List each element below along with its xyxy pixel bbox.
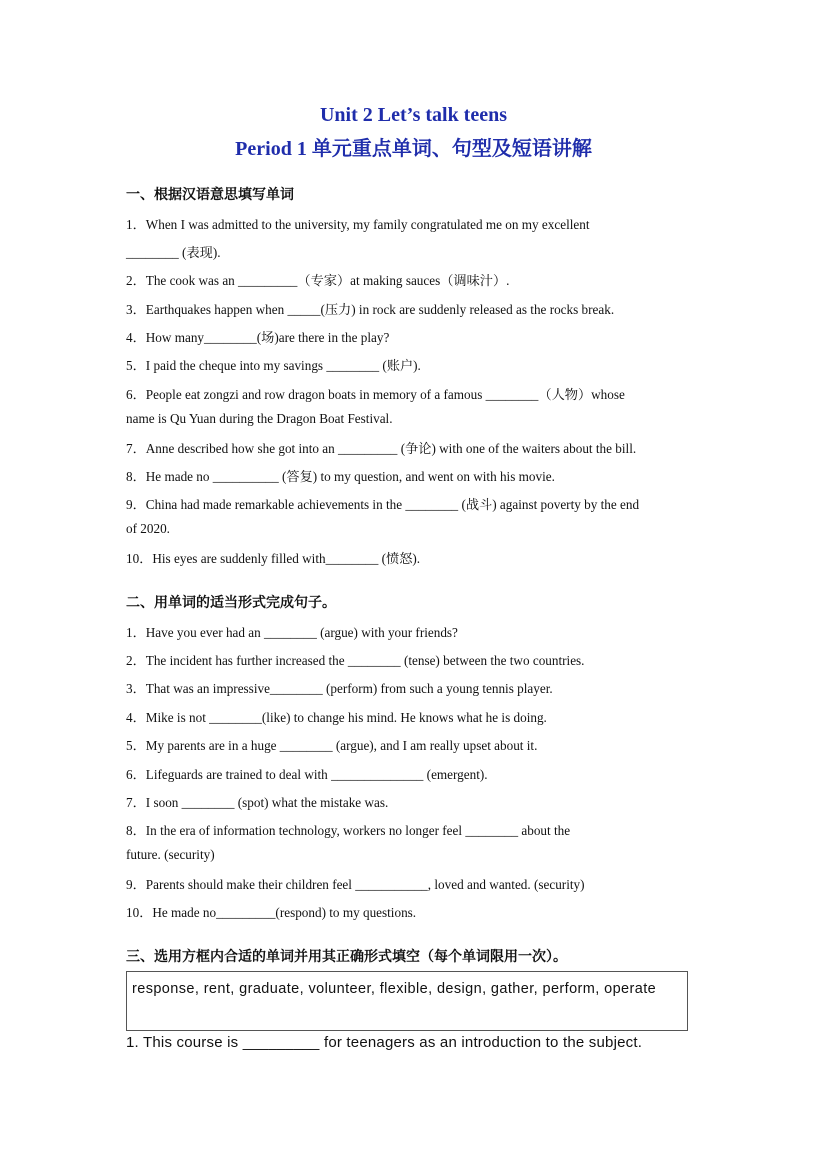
section-2-line: 3．That was an impressive________ (perform) from such a young tennis player. [126,681,553,696]
section-2-line: 2．The incident has further increased the ________ (tense) between the two countries. [126,653,585,668]
section-2-line: 5．My parents are in a huge ________ (argue), and I am really upset about it. [126,738,538,753]
section-1-line: ________ (表现). [126,245,221,260]
section-2-line: 6．Lifeguards are trained to deal with ______________ (emergent). [126,767,488,782]
section-1-line: 6．People eat zongzi and row dragon boats in memory of a famous ________（人物）whose [126,387,625,402]
section-1-line: 9．China had made remarkable achievements in the ________ (战斗) against poverty by the end [126,497,640,512]
section-2-line: 9．Parents should make their children feel ___________, loved and wanted. (security) [126,877,585,892]
section-2-heading: 二、用单词的适当形式完成句子。 [126,595,336,611]
section-1-line: 7．Anne described how she got into an _________ (争论) with one of the waiters about the bill. [126,441,637,456]
section-1-line: 10．His eyes are suddenly filled with________ (愤怒). [126,551,421,566]
section-1-line: 2．The cook was an _________（专家）at making sauces（调味汁）. [126,273,510,288]
section-1-line: of 2020. [126,521,170,536]
section-1-line: 8．He made no __________ (答复) to my question, and went on with his movie. [126,469,555,484]
section-2-line: 10．He made no_________(respond) to my questions. [126,905,417,920]
section-1-line: 1．When I was admitted to the university, my family congratulated me on my excellent [126,217,590,232]
section-3-heading: 三、选用方框内合适的单词并用其正确形式填空（每个单词限用一次）。 [126,949,567,965]
word-bank-box: response, rent, graduate, volunteer, flexible, design, gather, perform, operate [126,971,688,1031]
section-1-line: 4．How many________(场)are there in the play? [126,330,390,345]
section-2-line: 7．I soon ________ (spot) what the mistake was. [126,795,389,810]
section-2-line: future. (security) [126,847,215,862]
document-title: Unit 2 Let’s talk teens [319,104,508,126]
section-2-line: 8．In the era of information technology, workers no longer feel ________ about the [126,823,571,838]
section-1-line: 3．Earthquakes happen when _____(压力) in rock are suddenly released as the rocks break. [126,302,615,317]
section-1-line: 5．I paid the cheque into my savings ________ (账户). [126,358,421,373]
document-subtitle: Period 1 单元重点单词、句型及短语讲解 [235,138,592,160]
section-1-heading: 一、根据汉语意思填写单词 [126,187,294,203]
section-2-line: 1．Have you ever had an ________ (argue) with your friends? [126,625,458,640]
section-3-question-1: 1. This course is _________ for teenagers as an introduction to the subject. [126,1034,643,1051]
section-2-line: 4．Mike is not ________(like) to change his mind. He knows what he is doing. [126,710,547,725]
section-1-line: name is Qu Yuan during the Dragon Boat Festival. [126,411,393,426]
